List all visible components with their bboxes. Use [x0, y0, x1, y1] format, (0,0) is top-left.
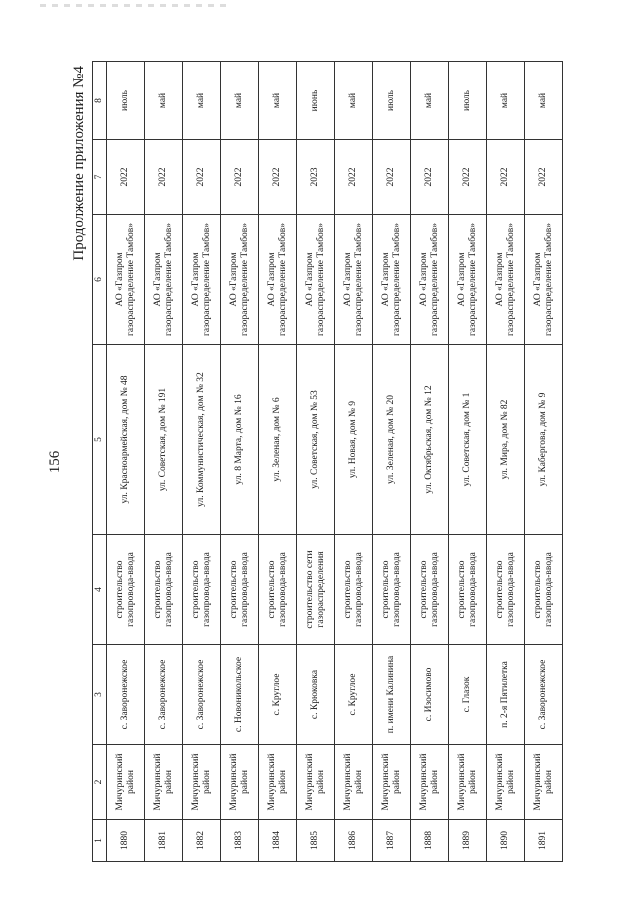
settlement-cell: с. Глазок [449, 645, 487, 745]
year-cell: 2023 [297, 140, 335, 215]
work-type-cell: строительство газопровода-ввода [107, 535, 145, 645]
year-cell: 2022 [525, 140, 563, 215]
row-number-cell: 1886 [335, 820, 373, 862]
table-row [335, 62, 373, 862]
year-cell: 2022 [411, 140, 449, 215]
settlement-cell: с. Круглое [335, 645, 373, 745]
year-cell: 2022 [221, 140, 259, 215]
settlement-cell: с. Заворонежское [183, 645, 221, 745]
address-cell: ул. Коммунистическая, дом № 32 [183, 345, 221, 535]
row-number-cell: 1885 [297, 820, 335, 862]
row-number-cell: 1880 [107, 820, 145, 862]
table-row [525, 62, 563, 862]
table-row [411, 62, 449, 862]
page-number: 156 [47, 450, 63, 474]
registry-table [92, 61, 563, 862]
month-cell: июль [107, 62, 145, 140]
district-cell: Мичуринский район [335, 745, 373, 820]
organization-cell: АО «Газпром газораспределение Тамбов» [221, 215, 259, 345]
scan-artifact [40, 4, 230, 7]
organization-cell: АО «Газпром газораспределение Тамбов» [449, 215, 487, 345]
header-cell: 6 [93, 215, 107, 345]
district-cell: Мичуринский район [221, 745, 259, 820]
organization-cell: АО «Газпром газораспределение Тамбов» [145, 215, 183, 345]
row-number-cell: 1890 [487, 820, 525, 862]
work-type-cell: строительство газопровода-ввода [335, 535, 373, 645]
table-row [449, 62, 487, 862]
address-cell: ул. Советская, дом № 1 [449, 345, 487, 535]
work-type-cell: строительство газопровода-ввода [259, 535, 297, 645]
work-type-cell: строительство газопровода-ввода [183, 535, 221, 645]
month-cell: май [183, 62, 221, 140]
row-number-cell: 1891 [525, 820, 563, 862]
year-cell: 2022 [145, 140, 183, 215]
month-cell: май [487, 62, 525, 140]
work-type-cell: строительство газопровода-ввода [145, 535, 183, 645]
row-number-cell: 1882 [183, 820, 221, 862]
row-number-cell: 1888 [411, 820, 449, 862]
settlement-cell: с. Заворонежское [525, 645, 563, 745]
table-row [107, 62, 145, 862]
address-cell: ул. Новая, дом № 9 [335, 345, 373, 535]
row-number-cell: 1889 [449, 820, 487, 862]
continuation-title: Продолжение приложения №4 [71, 66, 87, 261]
year-cell: 2022 [107, 140, 145, 215]
district-cell: Мичуринский район [259, 745, 297, 820]
address-cell: ул. Зеленая, дом № 20 [373, 345, 411, 535]
district-cell: Мичуринский район [525, 745, 563, 820]
year-cell: 2022 [373, 140, 411, 215]
organization-cell: АО «Газпром газораспределение Тамбов» [297, 215, 335, 345]
address-cell: ул. Мира, дом № 82 [487, 345, 525, 535]
address-cell: ул. Советская, дом № 191 [145, 345, 183, 535]
year-cell: 2022 [259, 140, 297, 215]
row-number-cell: 1887 [373, 820, 411, 862]
work-type-cell: строительство газопровода-ввода [487, 535, 525, 645]
district-cell: Мичуринский район [183, 745, 221, 820]
settlement-cell: с. Крюковка [297, 645, 335, 745]
district-cell: Мичуринский район [107, 745, 145, 820]
table-row [259, 62, 297, 862]
table-row [145, 62, 183, 862]
month-cell: июль [449, 62, 487, 140]
settlement-cell: с. Новоникольское [221, 645, 259, 745]
header-cell: 4 [93, 535, 107, 645]
address-cell: ул. Красноармейская, дом № 48 [107, 345, 145, 535]
table-row [373, 62, 411, 862]
table-row [183, 62, 221, 862]
settlement-cell: п. имени Калинина [373, 645, 411, 745]
header-cell: 8 [93, 62, 107, 140]
organization-cell: АО «Газпром газораспределение Тамбов» [487, 215, 525, 345]
year-cell: 2022 [183, 140, 221, 215]
month-cell: май [259, 62, 297, 140]
address-cell: ул. 8 Марта, дом № 16 [221, 345, 259, 535]
district-cell: Мичуринский район [487, 745, 525, 820]
rotated-page [45, 62, 565, 862]
table-row [221, 62, 259, 862]
settlement-cell: п. 2-я Пятилетка [487, 645, 525, 745]
organization-cell: АО «Газпром газораспределение Тамбов» [373, 215, 411, 345]
district-cell: Мичуринский район [145, 745, 183, 820]
row-number-cell: 1884 [259, 820, 297, 862]
settlement-cell: с. Заворонежское [107, 645, 145, 745]
organization-cell: АО «Газпром газораспределение Тамбов» [259, 215, 297, 345]
address-cell: ул. Зеленая, дом № 6 [259, 345, 297, 535]
address-cell: ул. Октябрьская, дом № 12 [411, 345, 449, 535]
header-row [93, 62, 107, 862]
year-cell: 2022 [335, 140, 373, 215]
work-type-cell: строительство газопровода-ввода [373, 535, 411, 645]
work-type-cell: строительство газопровода-ввода [221, 535, 259, 645]
month-cell: май [145, 62, 183, 140]
district-cell: Мичуринский район [449, 745, 487, 820]
table-row [297, 62, 335, 862]
address-cell: ул. Кабергова, дом № 9 [525, 345, 563, 535]
work-type-cell: строительство сети газораспределения [297, 535, 335, 645]
district-cell: Мичуринский район [373, 745, 411, 820]
work-type-cell: строительство газопровода-ввода [525, 535, 563, 645]
organization-cell: АО «Газпром газораспределение Тамбов» [335, 215, 373, 345]
month-cell: май [525, 62, 563, 140]
month-cell: июнь [297, 62, 335, 140]
organization-cell: АО «Газпром газораспределение Тамбов» [411, 215, 449, 345]
header-cell: 1 [93, 820, 107, 862]
month-cell: май [335, 62, 373, 140]
work-type-cell: строительство газопровода-ввода [411, 535, 449, 645]
table-row [487, 62, 525, 862]
month-cell: май [411, 62, 449, 140]
address-cell: ул. Советская, дом № 53 [297, 345, 335, 535]
work-type-cell: строительство газопровода-ввода [449, 535, 487, 645]
year-cell: 2022 [449, 140, 487, 215]
district-cell: Мичуринский район [411, 745, 449, 820]
year-cell: 2022 [487, 140, 525, 215]
district-cell: Мичуринский район [297, 745, 335, 820]
row-number-cell: 1881 [145, 820, 183, 862]
settlement-cell: с. Заворонежское [145, 645, 183, 745]
month-cell: июль [373, 62, 411, 140]
settlement-cell: с. Круглое [259, 645, 297, 745]
row-number-cell: 1883 [221, 820, 259, 862]
organization-cell: АО «Газпром газораспределение Тамбов» [183, 215, 221, 345]
organization-cell: АО «Газпром газораспределение Тамбов» [107, 215, 145, 345]
month-cell: май [221, 62, 259, 140]
header-cell: 5 [93, 345, 107, 535]
header-cell: 3 [93, 645, 107, 745]
header-cell: 7 [93, 140, 107, 215]
organization-cell: АО «Газпром газораспределение Тамбов» [525, 215, 563, 345]
settlement-cell: с. Изосимово [411, 645, 449, 745]
header-cell: 2 [93, 745, 107, 820]
